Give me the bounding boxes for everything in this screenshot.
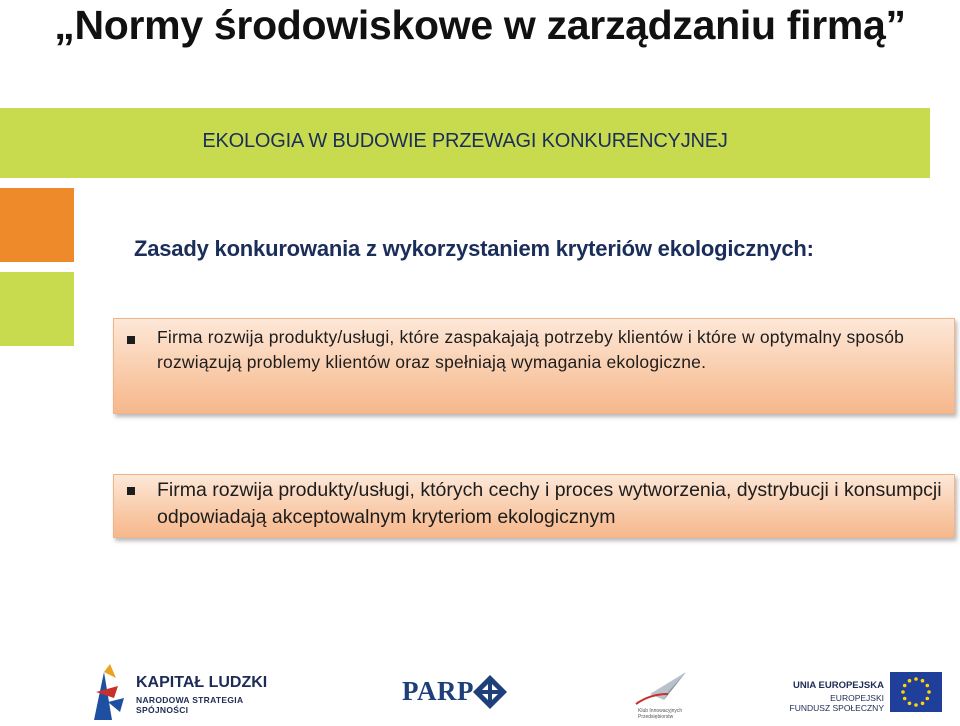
paper-plane-icon: [628, 664, 698, 708]
ue-line1: EUROPEJSKI: [830, 693, 884, 703]
parp-mark-icon: [472, 674, 508, 710]
eu-logo: [789, 668, 950, 720]
klub-innowacyjnych-logo: [628, 664, 698, 720]
kapital-ludzki-subtitle: NARODOWA STRATEGIA SPÓJNOŚCI: [136, 695, 244, 715]
kapital-ludzki-mark-icon: [90, 662, 126, 720]
kapital-ludzki-title: KAPITAŁ LUDZKI: [136, 674, 268, 691]
bullet-box-2: [113, 474, 955, 538]
green-accent-band: [0, 272, 74, 346]
slide-title: „Normy środowiskowe w zarządzaniu firmą”: [54, 2, 906, 48]
subheading: Zasady konkurowania z wykorzystaniem kryteriów ekologicznych:: [134, 236, 814, 261]
kapital-ludzki-logo: [90, 662, 290, 720]
klub-label: Klub Innowacyjnych Przedsiębiorstw: [638, 708, 683, 720]
square-bullet-icon: [127, 336, 135, 344]
ue-title: UNIA EUROPEJSKA: [793, 680, 884, 691]
ue-line2: FUNDUSZ SPOŁECZNY: [789, 703, 884, 713]
bullet-text-1: Firma rozwija produkty/usługi, które zaspakajają potrzeby klientów i które w optymalny sposób rozwiązują problemy klientów oraz spełniają wymagania ekologiczne.: [157, 327, 905, 372]
parp-label: PARP: [402, 676, 474, 706]
bullet-box-1: [113, 318, 955, 414]
headline: EKOLOGIA W BUDOWIE PRZEWAGI KONKURENCYJNEJ: [202, 130, 728, 152]
eu-flag-icon: [890, 672, 942, 712]
bullet-text-2: Firma rozwija produkty/usługi, których cechy i proces wytworzenia, dystrybucji i konsumpcji odpowiadają akceptowalnym kryteriom ekologicznym: [157, 479, 942, 528]
parp-logo: [402, 672, 512, 714]
square-bullet-icon: [127, 487, 135, 495]
orange-accent-band: [0, 188, 74, 262]
